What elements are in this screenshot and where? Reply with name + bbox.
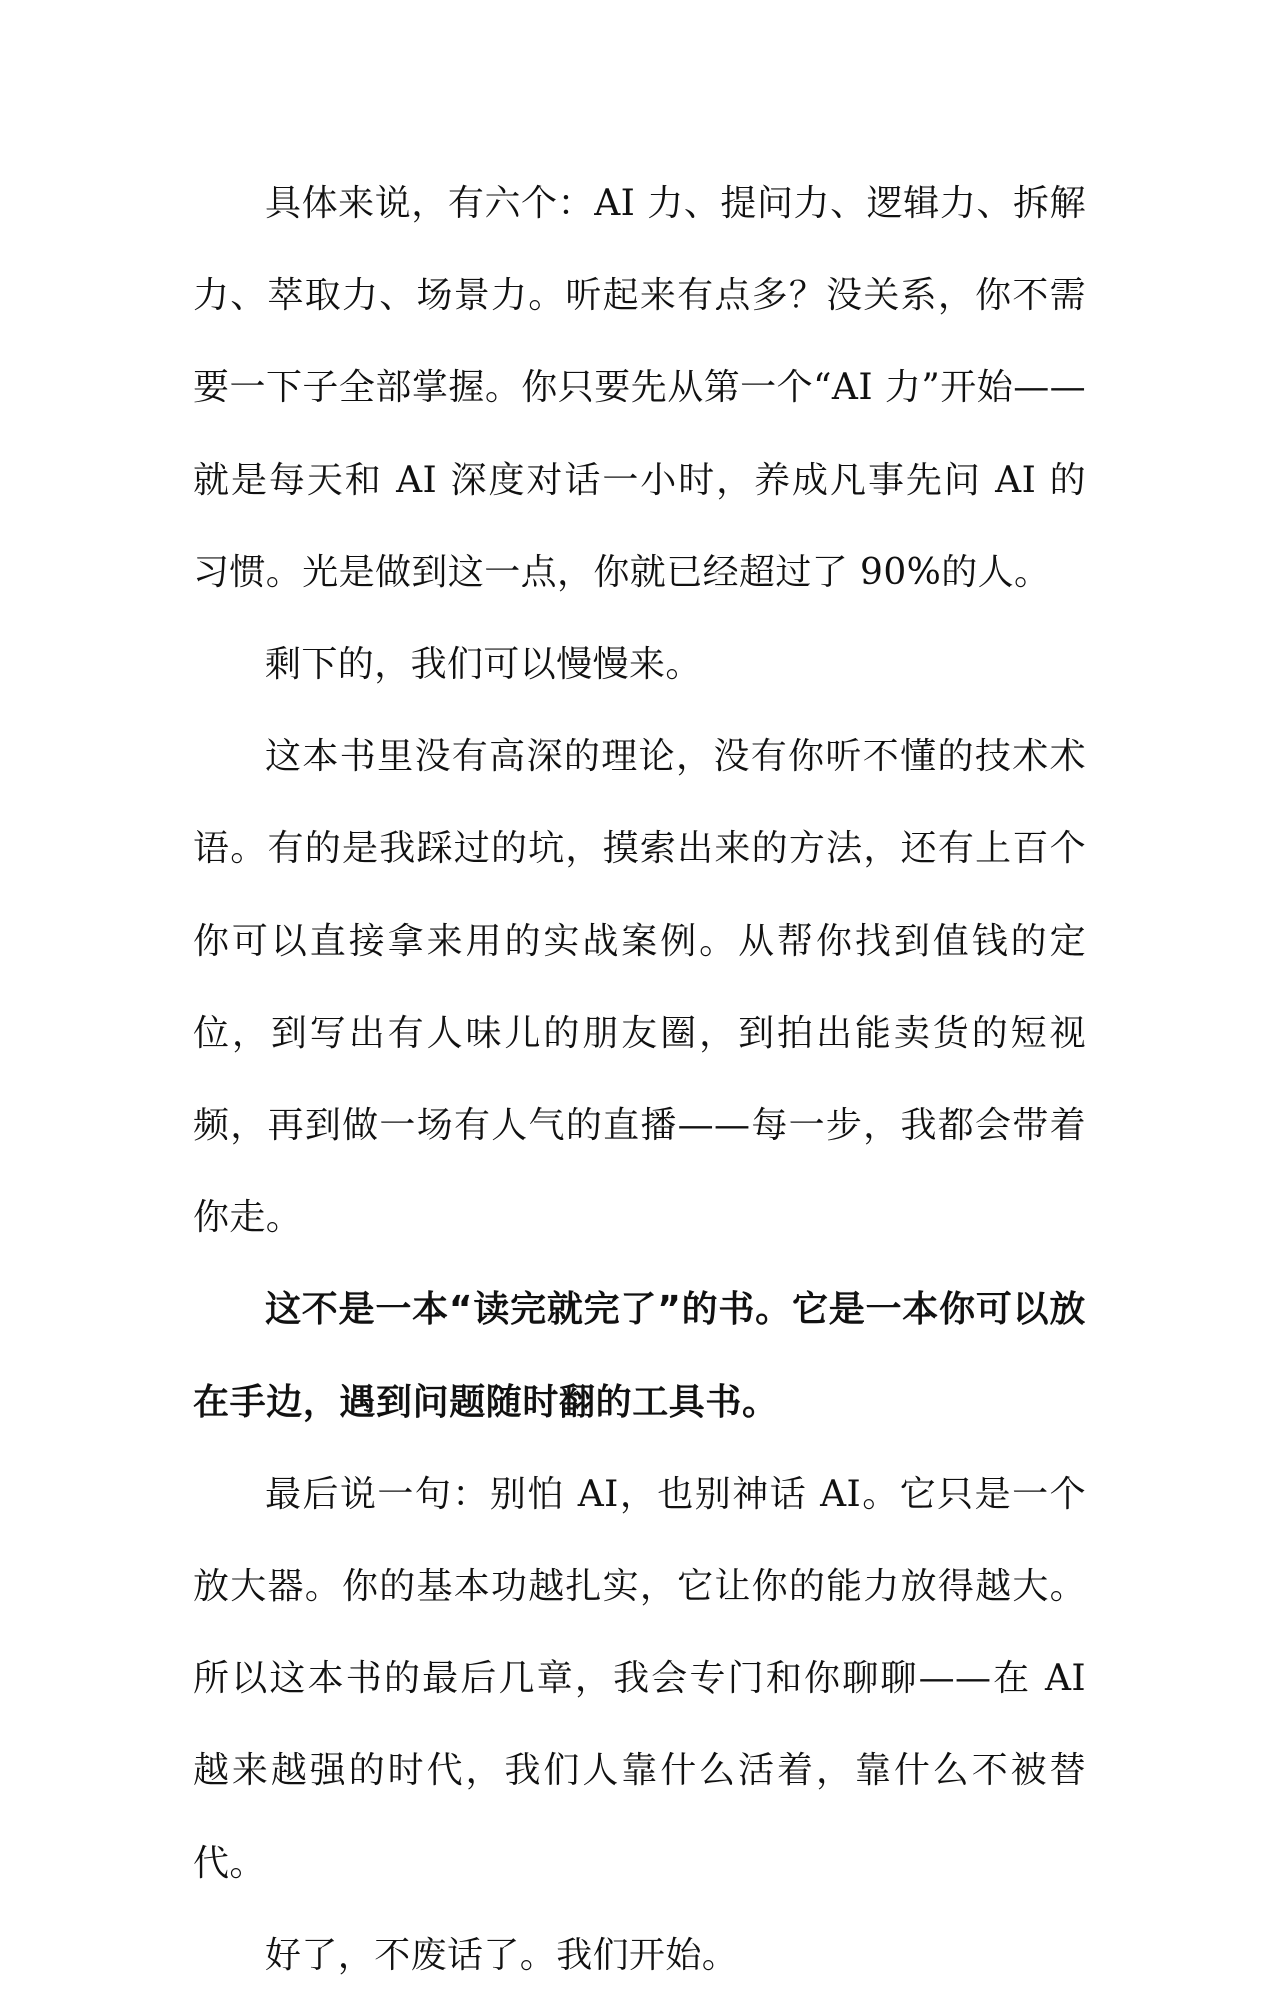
- paragraph-six-abilities: 具体来说，有六个：AI 力、提问力、逻辑力、拆解力、萃取力、场景力。听起来有点多？没关系，你不需要一下子全部掌握。你只要先从第一个“AI 力”开始——就是每天和 AI 深度对话一小时，养成凡事先问 AI 的习惯。光是做到这一点，你就已经超过了 90%的人。: [193, 183, 1086, 593]
- body-text: [193, 158, 1086, 2002]
- paragraph-tool-book-emphasis: 这不是一本“读完就完了”的书。它是一本你可以放在手边，遇到问题随时翻的工具书。: [193, 1289, 1086, 1423]
- paragraph-ai-amplifier: 最后说一句：别怕 AI，也别神话 AI。它只是一个放大器。你的基本功越扎实，它让你的能力放得越大。所以这本书的最后几章，我会专门和你聊聊——在 AI 越来越强的时代，我们人靠什么活着，靠什么不被替代。: [193, 1473, 1086, 1884]
- paragraph-book-content: 这本书里没有高深的理论，没有你听不懂的技术术语。有的是我踩过的坑，摸索出来的方法，还有上百个你可以直接拿来用的实战案例。从帮你找到值钱的定位，到写出有人味儿的朋友圈，到拍出能卖货的短视频，再到做一场有人气的直播——每一步，我都会带着你走。: [193, 736, 1086, 1239]
- paragraph-lets-begin: 好了，不废话了。我们开始。: [265, 1934, 739, 1976]
- paragraph-take-it-slow: 剩下的，我们可以慢慢来。: [265, 644, 702, 686]
